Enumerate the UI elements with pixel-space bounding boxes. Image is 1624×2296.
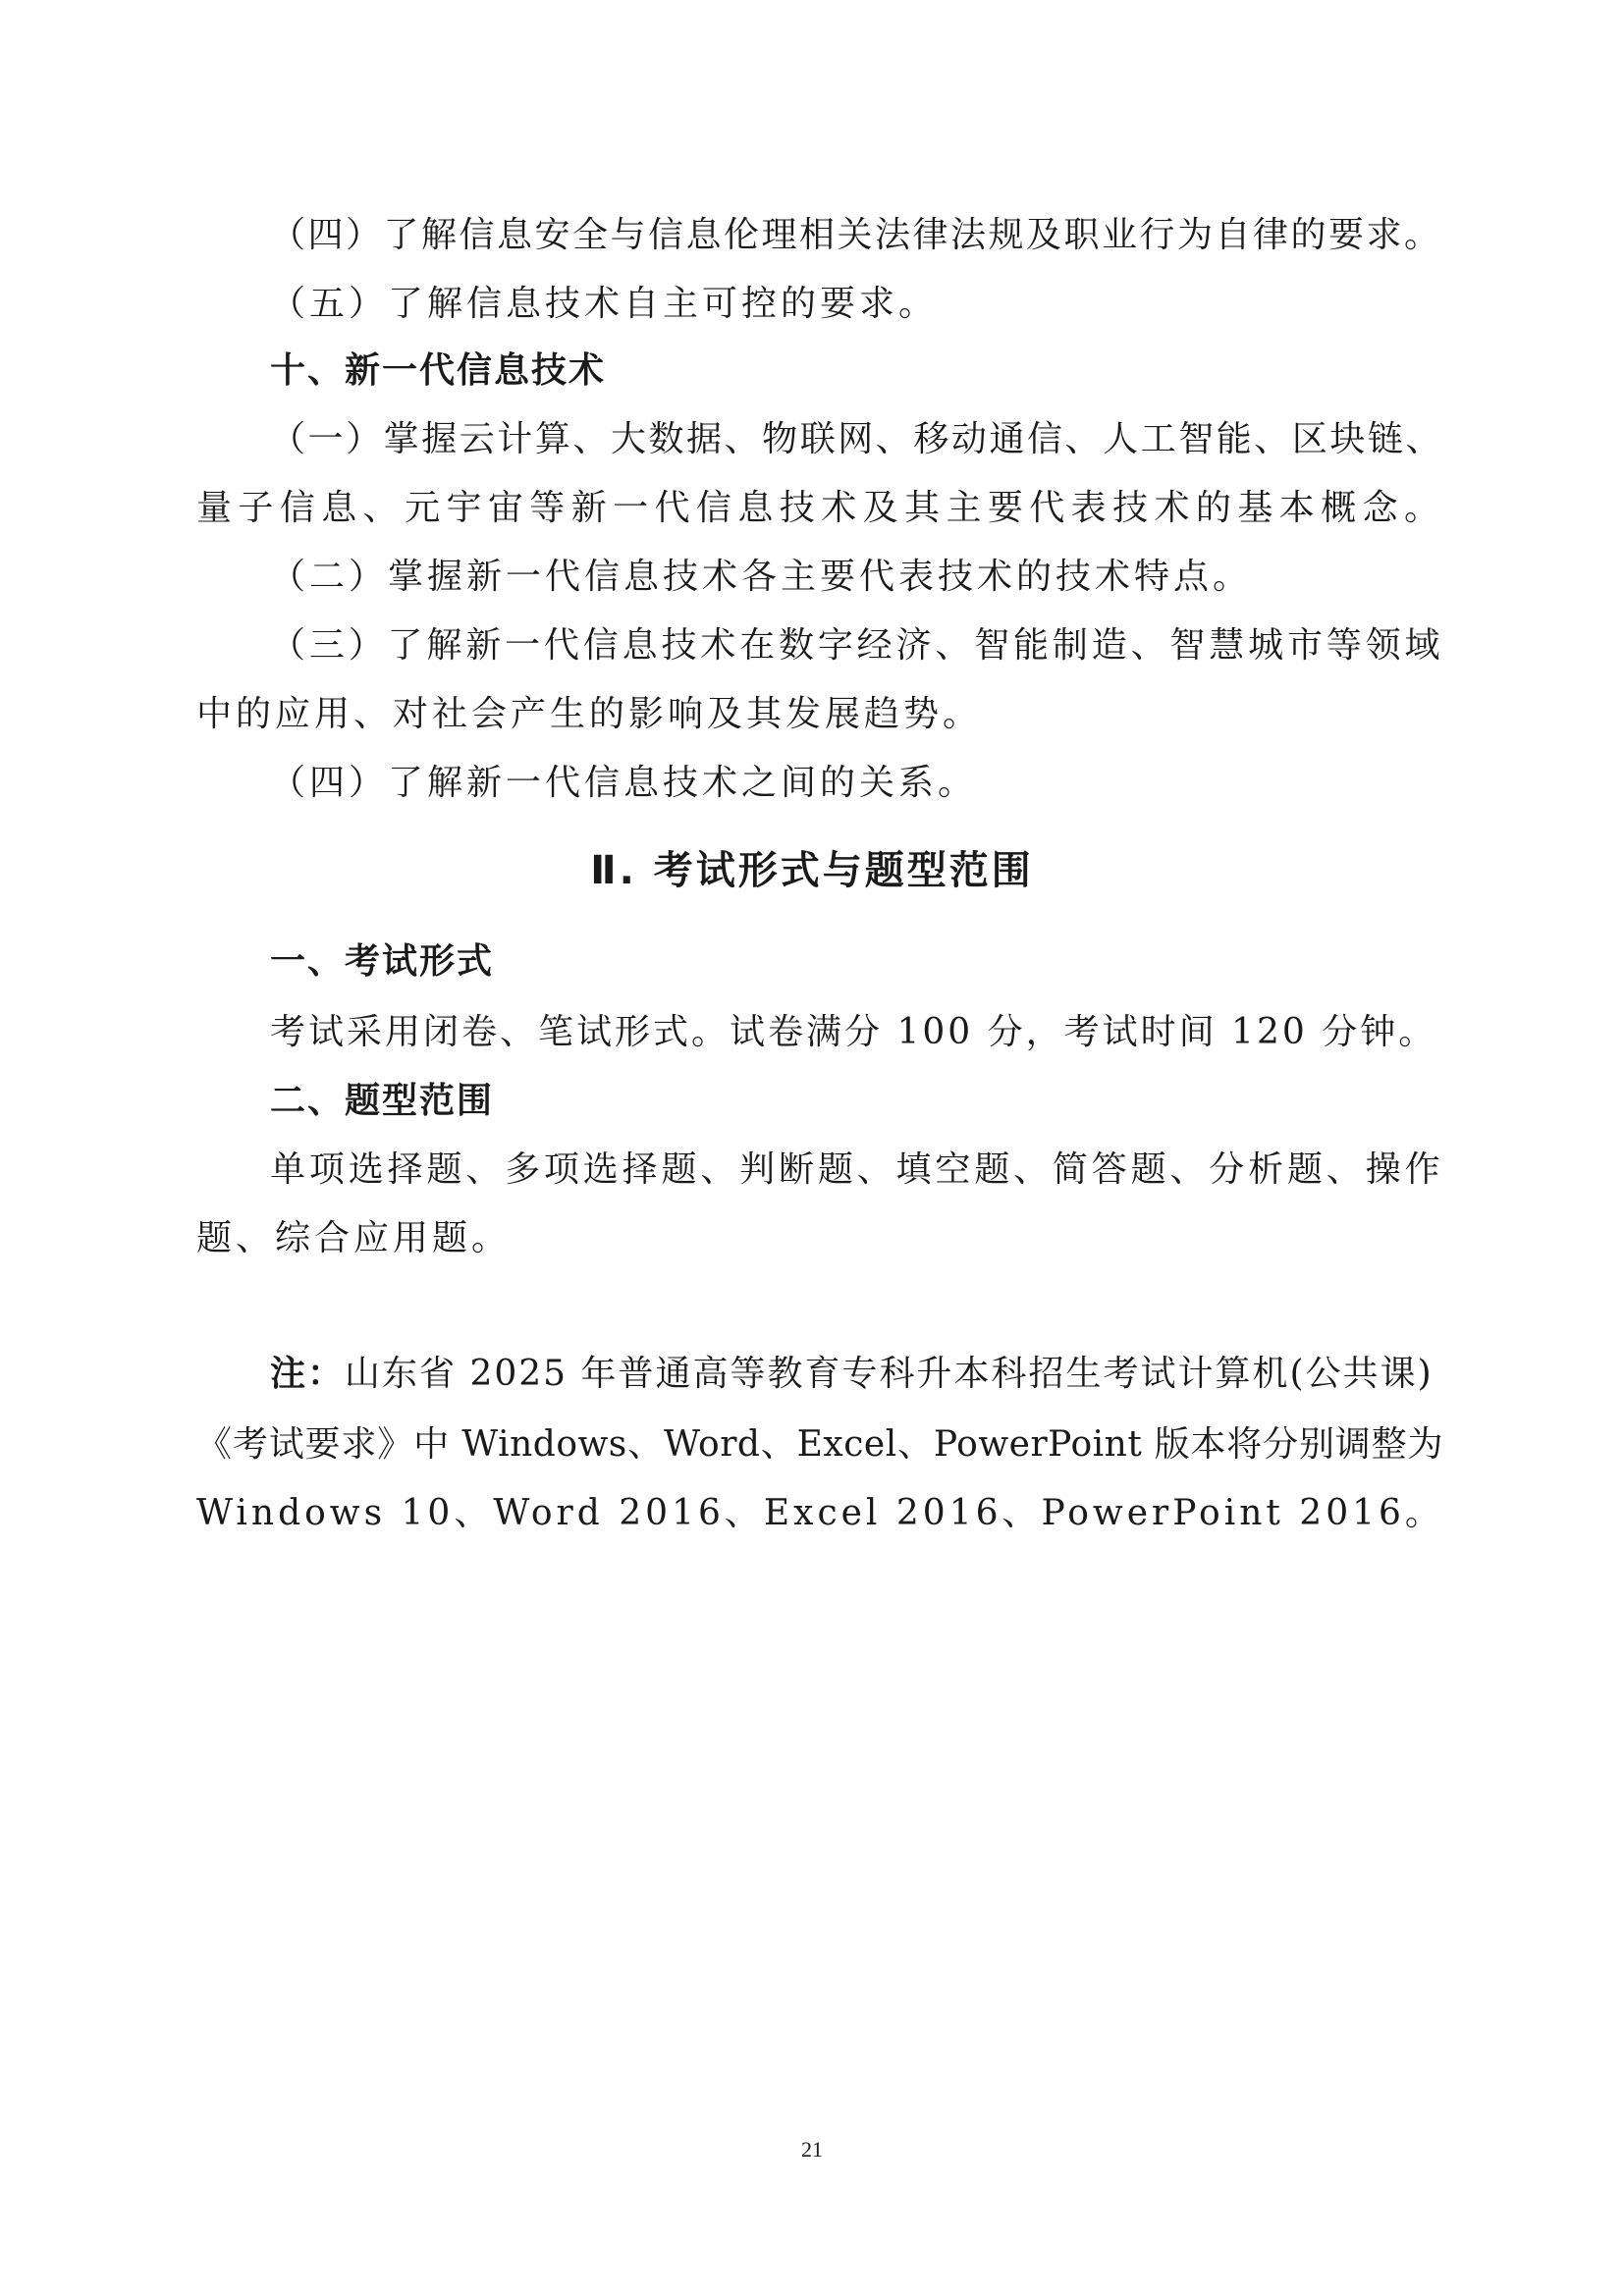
note-line3: Windows 10、Word 2016、Excel 2016、PowerPoint 2016。 — [196, 1493, 1444, 1533]
section9-item4: （四）了解信息安全与信息伦理相关法律法规及职业行为自律的要求。 — [270, 215, 1442, 255]
exam-form-text: 考试采用闭卷、笔试形式。试卷满分 100 分，考试时间 120 分钟。 — [270, 1012, 1437, 1052]
section10-heading: 十、新一代信息技术 — [270, 350, 607, 391]
section10-item3-line1: （三）了解新一代信息技术在数字经济、智能制造、智慧城市等领域 — [270, 625, 1443, 666]
question-types-line2: 题、综合应用题。 — [196, 1218, 512, 1258]
question-types-line1: 单项选择题、多项选择题、判断题、填空题、简答题、分析题、操作 — [270, 1149, 1443, 1190]
note-line2: 《考试要求》中 Windows、Word、Excel、PowerPoint 版本将分别调整为 — [196, 1424, 1443, 1465]
question-types-heading: 二、题型范围 — [270, 1081, 495, 1121]
section9-item5: （五）了解信息技术自主可控的要求。 — [270, 284, 939, 324]
note-label: 注： — [270, 1354, 346, 1394]
part2-title: Ⅱ. 考试形式与题型范围 — [590, 848, 1034, 893]
note-line1-text: 山东省 2025 年普通高等教育专科升本科招生考试计算机(公共课) — [345, 1354, 1434, 1394]
section10-item3-line2: 中的应用、对社会产生的影响及其发展趋势。 — [196, 694, 983, 734]
section10-item4: （四）了解新一代信息技术之间的关系。 — [270, 763, 978, 803]
section10-item1-line2: 量子信息、元宇宙等新一代信息技术及其主要代表技术的基本概念。 — [196, 488, 1443, 528]
section10-item2: （二）掌握新一代信息技术各主要代表技术的技术特点。 — [270, 557, 1253, 597]
note-line1 — [270, 1353, 1443, 1396]
section10-item1-line1: （一）掌握云计算、大数据、物联网、移动通信、人工智能、区块链、 — [270, 419, 1443, 459]
page-number: 21 — [801, 2137, 823, 2162]
exam-form-heading: 一、考试形式 — [270, 941, 495, 982]
